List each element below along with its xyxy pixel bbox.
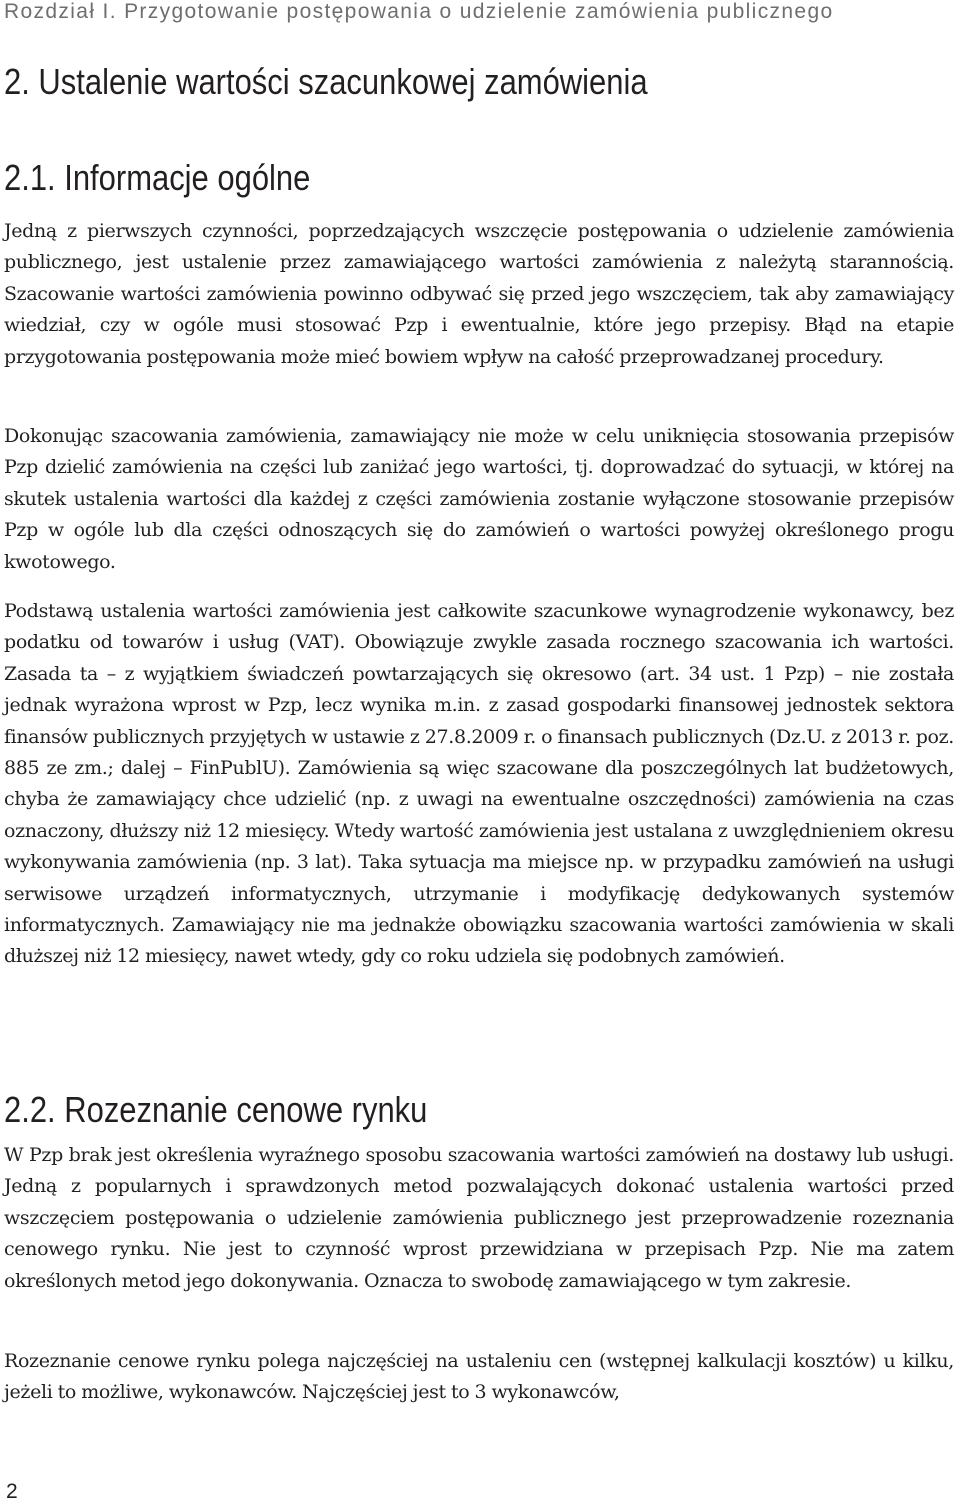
paragraph-market-survey-2: Rozeznanie cenowe rynku polega najczęściej na ustaleniu cen (wstępnej kalkulacji kosztów) u kilku, jeżeli to możliwe, wykonawców. Najczęściej jest to 3 wykonawców,	[4, 1350, 954, 1404]
paragraph-general-info-2: Dokonując szacowania zamówienia, zamawiający nie może w celu uniknięcia stosowania przepisów Pzp dzielić zamówienia na części lub zaniżać jego wartości, tj. doprowadzać do sytuacji, w której na skutek ustalenia wartości dla każdej z części zamówienia zostanie wyłączone stosowanie przepisów Pzp w ogóle lub dla części odnoszących się do zamówień o wartości powyżej określonego progu kwotowego.	[4, 425, 954, 573]
paragraph-general-info-1: Jedną z pierwszych czynności, poprzedzających wszczęcie postępowania o udzielenie zamówienia publicznego, jest ustalenie przez zamawiającego wartości zamówienia z należytą starannością. Szacowanie wartości zamówienia powinno odbywać się przed jego wszczęciem, tak aby zamawiający wiedział, czy w ogóle musi stosować Pzp i ewentualnie, które jego przepisy. Błąd na etapie przygotowania postępowania może mieć bowiem wpływ na całość przeprowadzanej procedury.	[4, 220, 954, 368]
page-number: 2	[6, 1480, 18, 1503]
section-title-2-1: 2.1. Informacje ogólne	[4, 157, 311, 198]
running-header: Rozdział I. Przygotowanie postępowania o udzielenie zamówienia publicznego	[4, 0, 834, 23]
section-title-2: 2. Ustalenie wartości szacunkowej zamówienia	[4, 61, 648, 102]
section-title-2-2: 2.2. Rozeznanie cenowe rynku	[4, 1089, 428, 1130]
paragraph-general-info-3: Podstawą ustalenia wartości zamówienia jest całkowite szacunkowe wynagrodzenie wykonawcy, bez podatku od towarów i usług (VAT). Obowiązuje zwykle zasada rocznego szacowania ich wartości. Zasada ta – z wyjątkiem świadczeń powtarzających się okresowo (art. 34 ust. 1 Pzp) – nie została jednak wyrażona wprost w Pzp, lecz wynika m.in. z zasad gospodarki finansowej jednostek sektora finansów publicznych przyjętych w ustawie z 27.8.2009 r. o finansach publicznych (Dz.U. z 2013 r. poz. 885 ze zm.; dalej – FinPublU). Zamówienia są więc szacowane dla poszczególnych lat budżetowych, chyba że zamawiający chce udzielić (np. z uwagi na ewentualne oszczędności) zamówienia na czas oznaczony, dłuższy niż 12 miesięcy. Wtedy wartość zamówienia jest ustalana z uwzględnieniem okresu wykonywania zamówienia (np. 3 lat). Taka sytuacja ma miejsce np. w przypadku zamówień na usługi serwisowe urządzeń informatycznych, utrzymanie i modyfikację dedykowanych systemów informatycznych. Zamawiający nie ma jednakże obowiązku szacowania wartości zamówienia w skali dłuższej niż 12 miesięcy, nawet wtedy, gdy co roku udziela się podobnych zamówień.	[4, 600, 954, 968]
paragraph-market-survey-1: W Pzp brak jest określenia wyraźnego sposobu szacowania wartości zamówień na dostawy lub usługi. Jedną z popularnych i sprawdzonych metod pozwalających dokonać ustalenia wartości przed wszczęciem postępowania o udzielenie zamówienia publicznego jest przeprowadzenie rozeznania cenowego rynku. Nie jest to czynność wprost przewidziana w przepisach Pzp. Nie ma zatem określonych metod jego dokonywania. Oznacza to swobodę zamawiającego w tym zakresie.	[4, 1144, 954, 1292]
